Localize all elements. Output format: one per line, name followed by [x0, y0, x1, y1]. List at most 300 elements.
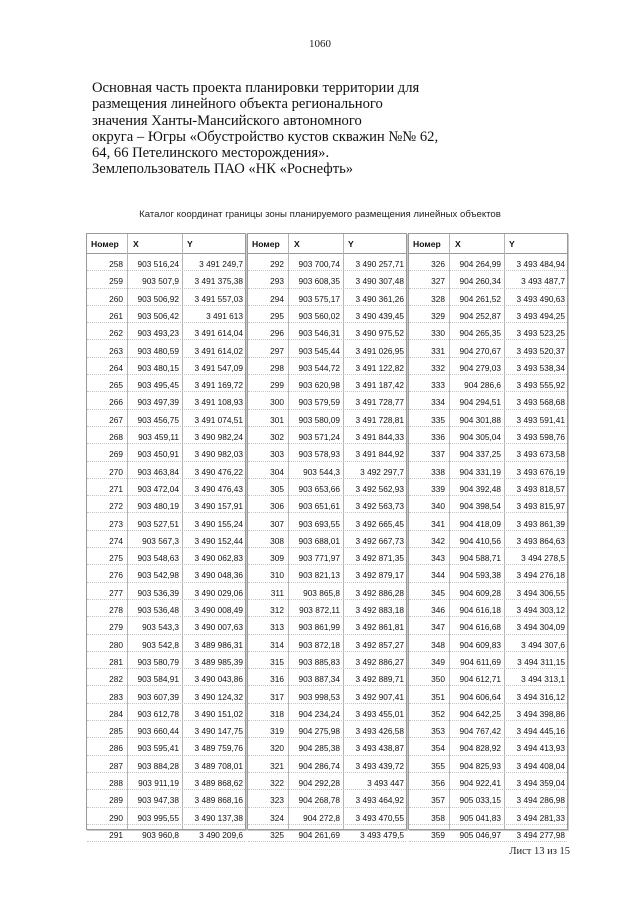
coord-y: 3 492 667,73	[355, 535, 404, 546]
title-line: округа – Югры «Обустройство кустов скважин №№ 62,	[92, 128, 439, 145]
coord-y: 3 494 286,98	[516, 795, 565, 806]
coord-x: 904 609,28	[459, 587, 501, 598]
table-row	[409, 462, 567, 479]
coord-y: 3 493 523,25	[516, 328, 565, 339]
coord-x: 904 593,38	[459, 570, 501, 581]
coord-x: 904 286,74	[298, 760, 340, 771]
point-number: 271	[109, 483, 123, 494]
coord-x: 903 567,3	[142, 535, 179, 546]
table-row	[87, 756, 245, 773]
coord-x: 904 234,24	[298, 708, 340, 719]
point-number: 258	[109, 259, 123, 269]
coord-x: 904 642,25	[459, 708, 501, 719]
coord-y: 3 492 907,41	[355, 691, 404, 702]
point-number: 303	[270, 449, 284, 460]
point-number: 291	[109, 829, 123, 840]
coord-y: 3 492 886,28	[355, 587, 404, 598]
coord-y: 3 489 985,39	[194, 656, 243, 667]
table-row	[409, 358, 567, 375]
table-header	[248, 234, 406, 253]
point-number: 335	[431, 414, 445, 425]
table-row	[409, 323, 567, 340]
table-row	[248, 669, 406, 686]
coord-y: 3 490 157,91	[194, 501, 243, 512]
point-number: 309	[270, 553, 284, 564]
coord-y: 3 490 476,43	[194, 483, 243, 494]
coord-y: 3 491 613	[206, 310, 243, 321]
table-row	[248, 514, 406, 531]
point-number: 308	[270, 535, 284, 546]
point-number: 270	[109, 466, 123, 477]
table-row	[409, 738, 567, 755]
table-row	[87, 669, 245, 686]
coord-y: 3 490 147,75	[194, 726, 243, 737]
coord-x: 903 495,45	[137, 380, 179, 391]
table-row	[87, 635, 245, 652]
table-row	[248, 652, 406, 669]
point-number: 347	[431, 622, 445, 633]
point-number: 310	[270, 570, 284, 581]
coord-x: 903 544,3	[303, 466, 340, 477]
point-number: 294	[270, 293, 284, 304]
coord-x: 904 301,88	[459, 414, 501, 425]
point-number: 260	[109, 293, 123, 304]
page-number: 1060	[309, 38, 331, 50]
table-row	[87, 375, 245, 392]
table-row	[409, 514, 567, 531]
table-row	[248, 289, 406, 306]
coord-y: 3 494 359,04	[516, 778, 565, 788]
table-row	[409, 565, 567, 582]
coord-x: 904 261,52	[459, 293, 501, 304]
point-number: 267	[109, 414, 123, 425]
point-number: 318	[270, 708, 284, 719]
table-row	[409, 808, 567, 825]
coord-y: 3 493 470,55	[355, 812, 404, 823]
coord-y: 3 494 408,04	[516, 760, 565, 771]
table-row	[87, 531, 245, 548]
coord-x: 903 947,38	[137, 795, 179, 806]
coord-y: 3 494 278,5	[521, 553, 565, 564]
table-row	[409, 756, 567, 773]
coord-x: 904 398,54	[459, 501, 501, 512]
coord-y: 3 491 728,77	[355, 397, 404, 408]
table-row	[409, 825, 567, 842]
coord-x: 903 607,39	[137, 691, 179, 702]
table-row	[409, 427, 567, 444]
coord-y: 3 490 137,38	[194, 812, 243, 823]
table-row	[248, 462, 406, 479]
coord-y: 3 494 316,12	[516, 691, 565, 702]
table-row	[409, 583, 567, 600]
coord-x: 904 286,6	[464, 380, 501, 391]
point-number: 285	[109, 726, 123, 737]
table-row	[409, 773, 567, 790]
coord-x: 903 861,99	[298, 622, 340, 633]
table-row	[409, 687, 567, 704]
coord-y: 3 490 257,71	[355, 259, 404, 269]
coord-y: 3 493 490,63	[516, 293, 565, 304]
coord-y: 3 491 074,51	[194, 414, 243, 425]
table-row	[248, 738, 406, 755]
coord-y: 3 490 439,45	[355, 310, 404, 321]
coord-y: 3 492 883,18	[355, 605, 404, 615]
point-number: 306	[270, 501, 284, 512]
table-row	[87, 704, 245, 721]
header-x: X	[294, 239, 300, 249]
coord-x: 904 588,71	[459, 553, 501, 564]
coord-y: 3 491 844,33	[355, 432, 404, 442]
coord-x: 904 825,93	[459, 760, 501, 771]
table-row	[87, 254, 245, 271]
table-caption: Каталог координат границы зоны планируемого размещения линейных объектов	[139, 209, 501, 220]
point-number: 299	[270, 380, 284, 391]
coord-y: 3 494 313,1	[521, 674, 565, 685]
coord-y: 3 493 673,58	[516, 449, 565, 460]
title-line: значения Ханты-Мансийского автономного	[92, 112, 362, 129]
header-y: Y	[187, 239, 193, 249]
table-row	[248, 479, 406, 496]
coord-x: 903 543,3	[142, 622, 179, 633]
point-number: 279	[109, 622, 123, 633]
table-row	[248, 687, 406, 704]
table-row	[409, 531, 567, 548]
table-row	[409, 375, 567, 392]
coord-y: 3 493 439,72	[355, 760, 404, 771]
coord-x: 903 545,44	[298, 345, 340, 356]
point-number: 289	[109, 795, 123, 806]
coord-x: 904 609,83	[459, 639, 501, 650]
coord-y: 3 494 304,09	[516, 622, 565, 633]
point-number: 326	[431, 259, 445, 269]
table-row	[409, 444, 567, 461]
point-number: 268	[109, 432, 123, 442]
coord-x: 903 493,23	[137, 328, 179, 339]
point-number: 341	[431, 518, 445, 529]
table-row	[87, 271, 245, 288]
coord-y: 3 489 759,76	[194, 743, 243, 754]
table-row	[409, 410, 567, 427]
coord-x: 903 998,53	[298, 691, 340, 702]
coord-x: 903 548,63	[137, 553, 179, 564]
point-number: 262	[109, 328, 123, 339]
coord-x: 904 294,51	[459, 397, 501, 408]
coord-y: 3 492 562,93	[355, 483, 404, 494]
coord-y: 3 490 476,22	[194, 466, 243, 477]
coord-x: 903 544,72	[298, 362, 340, 373]
coord-y: 3 492 886,27	[355, 656, 404, 667]
coord-x: 904 616,68	[459, 622, 501, 633]
coord-x: 903 463,84	[137, 466, 179, 477]
point-number: 325	[270, 829, 284, 840]
point-number: 265	[109, 380, 123, 391]
coord-x: 904 616,18	[459, 605, 501, 615]
table-row	[248, 271, 406, 288]
document-title	[92, 80, 562, 178]
table-row	[87, 410, 245, 427]
table-row	[248, 531, 406, 548]
table-row	[409, 721, 567, 738]
header-x: X	[133, 239, 139, 249]
coord-y: 3 492 297,7	[360, 466, 404, 477]
point-number: 301	[270, 414, 284, 425]
coord-y: 3 493 568,68	[516, 397, 565, 408]
point-number: 311	[270, 587, 284, 598]
coord-y: 3 494 445,16	[516, 726, 565, 737]
coord-y: 3 493 447	[367, 778, 404, 788]
point-number: 261	[109, 310, 123, 321]
coord-y: 3 494 303,12	[516, 605, 565, 615]
table-row	[248, 323, 406, 340]
table-row	[409, 289, 567, 306]
table-row	[409, 548, 567, 565]
coord-x: 904 279,03	[459, 362, 501, 373]
table-row	[409, 600, 567, 617]
coord-x: 904 265,35	[459, 328, 501, 339]
table-row	[248, 790, 406, 807]
table-row	[248, 306, 406, 323]
point-number: 290	[109, 812, 123, 823]
header-number: Номер	[252, 239, 280, 249]
table-row	[87, 427, 245, 444]
coord-y: 3 494 276,18	[516, 570, 565, 581]
title-line: Основная часть проекта планировки территории для	[92, 80, 420, 96]
point-number: 269	[109, 449, 123, 460]
point-number: 336	[431, 432, 445, 442]
coord-y: 3 492 871,35	[355, 553, 404, 564]
table-row	[409, 479, 567, 496]
coord-x: 903 575,17	[298, 293, 340, 304]
coord-x: 904 606,64	[459, 691, 501, 702]
coord-y: 3 489 986,31	[194, 639, 243, 650]
coord-y: 3 491 844,92	[355, 449, 404, 460]
coord-y: 3 491 614,02	[194, 345, 243, 356]
coord-x: 903 507,9	[142, 276, 179, 287]
coord-y: 3 493 861,39	[516, 518, 565, 529]
point-number: 287	[109, 760, 123, 771]
coord-y: 3 491 108,93	[194, 397, 243, 408]
table-row	[248, 496, 406, 513]
coord-y: 3 491 557,03	[194, 293, 243, 304]
coord-y: 3 491 187,42	[355, 380, 404, 391]
coord-y: 3 493 484,94	[516, 259, 565, 269]
coord-x: 903 688,01	[298, 535, 340, 546]
coord-x: 904 337,25	[459, 449, 501, 460]
coord-x: 904 331,19	[459, 466, 501, 477]
coord-y: 3 493 818,57	[516, 483, 565, 494]
point-number: 357	[431, 795, 445, 806]
coord-y: 3 493 676,19	[516, 466, 565, 477]
table-row	[87, 808, 245, 825]
table-row	[409, 341, 567, 358]
coord-x: 903 885,83	[298, 656, 340, 667]
header-y: Y	[509, 239, 515, 249]
table-row	[87, 738, 245, 755]
point-number: 329	[431, 310, 445, 321]
coordinate-table-2	[247, 233, 407, 840]
coord-y: 3 491 547,09	[194, 362, 243, 373]
coord-y: 3 490 209,6	[199, 829, 243, 840]
coord-y: 3 492 857,27	[355, 639, 404, 650]
coord-y: 3 490 151,02	[194, 708, 243, 719]
point-number: 304	[270, 466, 284, 477]
coord-x: 903 542,98	[137, 570, 179, 581]
coord-x: 903 872,11	[299, 605, 340, 615]
coord-x: 903 612,78	[137, 708, 179, 719]
coord-x: 903 506,92	[137, 293, 179, 304]
coord-x: 904 418,09	[459, 518, 501, 529]
point-number: 313	[270, 622, 284, 633]
point-number: 339	[431, 483, 445, 494]
coord-x: 903 872,18	[298, 639, 340, 650]
coord-x: 903 480,15	[137, 362, 179, 373]
point-number: 305	[270, 483, 284, 494]
point-number: 276	[109, 570, 123, 581]
point-number: 322	[270, 778, 284, 788]
point-number: 314	[270, 639, 284, 650]
coord-y: 3 494 281,33	[516, 812, 565, 823]
point-number: 324	[270, 812, 284, 823]
coord-x: 904 305,04	[459, 432, 501, 442]
table-row	[87, 496, 245, 513]
table-row	[87, 600, 245, 617]
coord-x: 903 536,39	[137, 587, 179, 598]
table-row	[248, 392, 406, 409]
table-row	[87, 289, 245, 306]
title-line: 64, 66 Петелинского месторождения».	[92, 145, 330, 162]
coord-x: 904 264,99	[459, 259, 501, 269]
table-row	[248, 721, 406, 738]
coord-y: 3 493 555,92	[516, 380, 565, 391]
point-number: 283	[109, 691, 123, 702]
coord-x: 904 252,87	[459, 310, 501, 321]
point-number: 302	[270, 432, 284, 442]
coord-x: 903 608,35	[298, 276, 340, 287]
coord-x: 904 392,48	[459, 483, 501, 494]
point-number: 327	[431, 276, 445, 287]
coord-x: 903 480,59	[137, 345, 179, 356]
coord-y: 3 489 868,16	[194, 795, 243, 806]
table-row	[87, 721, 245, 738]
point-number: 280	[109, 639, 123, 650]
point-number: 350	[431, 674, 445, 685]
coord-x: 903 865,8	[303, 587, 340, 598]
coord-y: 3 494 398,86	[516, 708, 565, 719]
table-row	[87, 358, 245, 375]
coord-x: 903 960,8	[142, 829, 179, 840]
coord-x: 903 480,19	[137, 501, 179, 512]
table-row	[248, 704, 406, 721]
point-number: 312	[270, 605, 284, 615]
coord-y: 3 494 311,15	[517, 656, 565, 667]
table-row	[248, 583, 406, 600]
point-number: 334	[431, 397, 445, 408]
point-number: 348	[431, 639, 445, 650]
coord-x: 904 612,71	[459, 674, 501, 685]
coord-x: 904 268,78	[298, 795, 340, 806]
coord-y: 3 490 975,52	[355, 328, 404, 339]
table-row	[409, 392, 567, 409]
coord-y: 3 490 155,24	[194, 518, 243, 529]
point-number: 284	[109, 708, 123, 719]
coord-x: 903 497,39	[137, 397, 179, 408]
sheet-footer: Лист 13 из 15	[509, 846, 570, 857]
point-number: 319	[270, 726, 284, 737]
coord-x: 904 260,34	[459, 276, 501, 287]
coord-x: 903 578,93	[298, 449, 340, 460]
coord-y: 3 491 728,81	[355, 414, 404, 425]
point-number: 273	[109, 518, 123, 529]
table-row	[248, 635, 406, 652]
point-number: 282	[109, 674, 123, 685]
table-row	[87, 790, 245, 807]
table-row	[248, 358, 406, 375]
point-number: 321	[270, 760, 284, 771]
coord-y: 3 493 487,7	[521, 276, 565, 287]
header-number: Номер	[91, 239, 119, 249]
table-row	[248, 375, 406, 392]
coordinate-table-3	[408, 233, 568, 840]
point-number: 345	[431, 587, 445, 598]
coord-y: 3 490 982,24	[194, 432, 243, 442]
coord-x: 903 771,97	[298, 553, 340, 564]
table-row	[87, 825, 245, 842]
coord-y: 3 493 455,01	[355, 708, 404, 719]
coord-x: 903 995,55	[137, 812, 179, 823]
table-row	[248, 341, 406, 358]
coord-y: 3 492 861,81	[355, 622, 404, 633]
point-number: 337	[431, 449, 445, 460]
point-number: 286	[109, 743, 123, 754]
point-number: 328	[431, 293, 445, 304]
coord-x: 903 506,42	[137, 310, 179, 321]
table-row	[87, 306, 245, 323]
table-row	[409, 254, 567, 271]
coord-x: 904 270,67	[459, 345, 501, 356]
point-number: 359	[431, 829, 445, 840]
table-row	[87, 392, 245, 409]
coord-x: 904 261,69	[298, 829, 340, 840]
coord-y: 3 491 026,95	[355, 345, 404, 356]
point-number: 278	[109, 605, 123, 615]
coord-y: 3 492 879,17	[355, 570, 404, 581]
table-row	[248, 600, 406, 617]
coord-x: 903 536,48	[137, 605, 179, 615]
coord-y: 3 491 249,7	[199, 259, 243, 269]
coord-y: 3 492 665,45	[355, 518, 404, 529]
coord-x: 903 459,11	[138, 432, 179, 442]
coord-x: 904 767,42	[459, 726, 501, 737]
point-number: 296	[270, 328, 284, 339]
coord-x: 903 620,98	[298, 380, 340, 391]
coord-x: 904 828,92	[459, 743, 501, 754]
coordinate-table-1	[86, 233, 246, 840]
coord-x: 904 611,69	[460, 656, 501, 667]
coord-y: 3 493 591,41	[516, 414, 565, 425]
point-number: 353	[431, 726, 445, 737]
table-row	[248, 756, 406, 773]
coord-y: 3 490 008,49	[194, 605, 243, 615]
table-row	[87, 773, 245, 790]
point-number: 354	[431, 743, 445, 754]
point-number: 352	[431, 708, 445, 719]
coord-x: 903 651,61	[298, 501, 340, 512]
coord-y: 3 493 815,97	[516, 501, 565, 512]
point-number: 275	[109, 553, 123, 564]
table-row	[248, 410, 406, 427]
table-row	[409, 635, 567, 652]
point-number: 333	[431, 380, 445, 391]
